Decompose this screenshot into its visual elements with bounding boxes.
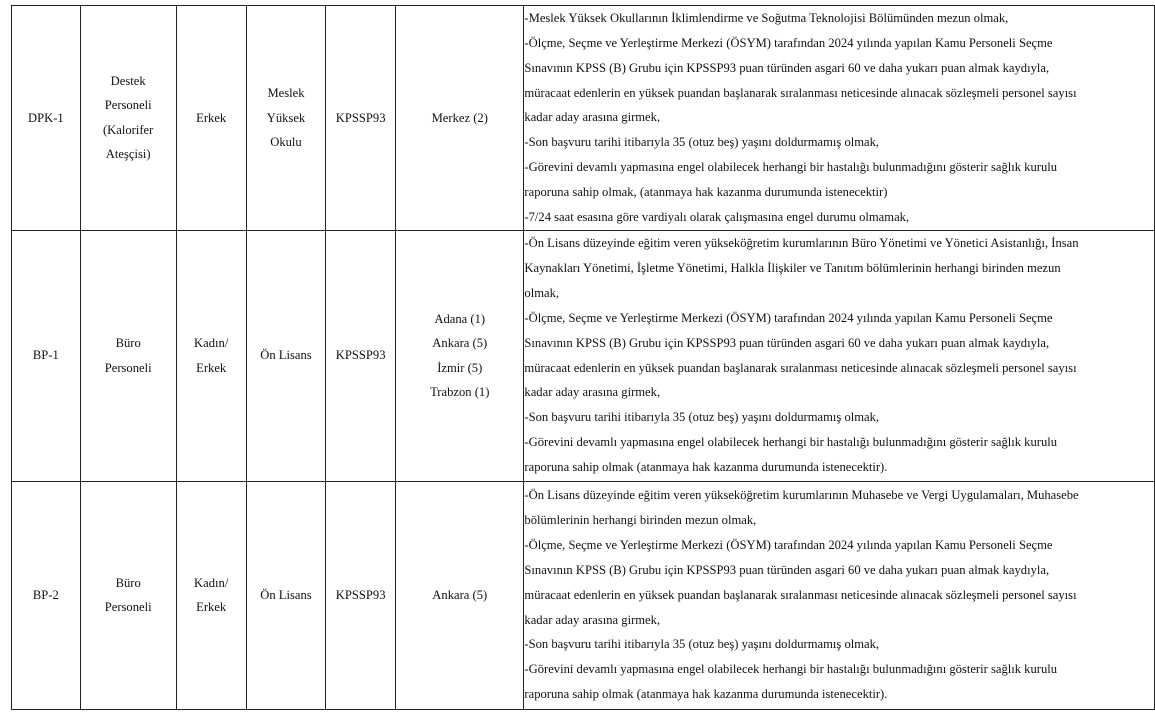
- gender-line: Erkek: [196, 360, 227, 375]
- gender-line: Erkek: [196, 600, 227, 615]
- requirement-line: olmak,: [524, 286, 560, 301]
- requirement-line: Sınavının KPSS (B) Grubu için KPSSP93 puan türünden asgari 60 ve daha yukarı puan almak kaydıyla,: [524, 562, 1050, 577]
- title-line: Personeli: [104, 600, 152, 615]
- score-type: KPSSP93: [326, 481, 396, 709]
- education-level: [246, 481, 326, 709]
- location-line: Adana (1): [434, 311, 486, 326]
- title-line: (Kalorifer: [102, 122, 154, 137]
- requirement-line: -Ölçme, Seçme ve Yerleştirme Merkezi (ÖSYM) tarafından 2024 yılında yapılan Kamu Personeli Seçme: [524, 310, 1053, 325]
- locations-cell: [396, 481, 524, 709]
- title-line: Büro: [115, 575, 141, 590]
- requirement-line: -Ön Lisans düzeyinde eğitim veren yükseköğretim kurumlarının Muhasebe ve Vergi Uygulamaları, Muhasebe: [524, 488, 1079, 503]
- requirement-line: kadar aday arasına girmek,: [524, 110, 661, 125]
- requirement-line: -Görevini devamlı yapmasına engel olabilecek herhangi bir hastalığı bulunmadığını gösterir sağlık kurulu: [524, 435, 1058, 450]
- requirement-line: müracaat edenlerin en yüksek puandan başlanarak sıralanması neticesinde alınacak sözleşmeli personel sayısı: [524, 85, 1077, 100]
- score-type: KPSSP93: [326, 230, 396, 481]
- gender-line: Kadın/: [194, 336, 229, 351]
- requirement-line: raporuna sahip olmak, (atanmaya hak kazanma durumunda istenecektir): [524, 184, 888, 199]
- requirements-cell: [524, 6, 1155, 231]
- position-code: BP-2: [12, 481, 81, 709]
- location-line: Ankara (5): [432, 587, 488, 602]
- requirement-line: -Son başvuru tarihi itibarıyla 35 (otuz beş) yaşını doldurmamış olmak,: [524, 410, 880, 425]
- position-title: [80, 230, 176, 481]
- requirement-line: -7/24 saat esasına göre vardiyalı olarak çalışmasına engel durumu olmamak,: [524, 209, 910, 224]
- title-line: Destek: [110, 73, 146, 88]
- location-line: Ankara (5): [432, 336, 488, 351]
- gender-cell: [176, 230, 246, 481]
- requirement-line: -Görevini devamlı yapmasına engel olabilecek herhangi bir hastalığı bulunmadığını gösterir sağlık kurulu: [524, 662, 1058, 677]
- requirement-line: raporuna sahip olmak (atanmaya hak kazanma durumunda istenecektir).: [524, 459, 888, 474]
- position-title: [80, 6, 176, 231]
- table-row: [12, 6, 1155, 231]
- requirement-line: müracaat edenlerin en yüksek puandan başlanarak sıralanması neticesinde alınacak sözleşmeli personel sayısı: [524, 587, 1077, 602]
- gender-cell: [176, 481, 246, 709]
- education-level: [246, 6, 326, 231]
- requirement-line: -Son başvuru tarihi itibarıyla 35 (otuz beş) yaşını doldurmamış olmak,: [524, 637, 880, 652]
- requirement-line: Sınavının KPSS (B) Grubu için KPSSP93 puan türünden asgari 60 ve daha yukarı puan almak kaydıyla,: [524, 60, 1050, 75]
- locations-cell: [396, 230, 524, 481]
- location-line: Merkez (2): [431, 110, 488, 125]
- requirement-line: bölümlerinin herhangi birinden mezun olmak,: [524, 513, 757, 528]
- table-row: [12, 481, 1155, 709]
- score-type: KPSSP93: [326, 6, 396, 231]
- requirement-line: -Ölçme, Seçme ve Yerleştirme Merkezi (ÖSYM) tarafından 2024 yılında yapılan Kamu Personeli Seçme: [524, 537, 1053, 552]
- table-row: [12, 230, 1155, 481]
- position-code: BP-1: [12, 230, 81, 481]
- locations-cell: [396, 6, 524, 231]
- requirement-line: Kaynakları Yönetimi, İşletme Yönetimi, Halkla İlişkiler ve Tanıtım bölümlerinin herhangi birinden mezun: [524, 261, 1061, 276]
- requirement-line: -Ölçme, Seçme ve Yerleştirme Merkezi (ÖSYM) tarafından 2024 yılında yapılan Kamu Personeli Seçme: [524, 35, 1053, 50]
- gender-line: Kadın/: [194, 575, 229, 590]
- requirements-cell: [524, 230, 1155, 481]
- location-line: İzmir (5): [437, 360, 483, 375]
- position-code: DPK-1: [12, 6, 81, 231]
- requirement-line: Sınavının KPSS (B) Grubu için KPSSP93 puan türünden asgari 60 ve daha yukarı puan almak kaydıyla,: [524, 335, 1050, 350]
- education-line: Meslek: [267, 86, 305, 101]
- education-line: Yüksek: [266, 110, 306, 125]
- title-line: Ateşçisi): [105, 147, 151, 162]
- requirement-line: raporuna sahip olmak (atanmaya hak kazanma durumunda istenecektir).: [524, 687, 888, 702]
- requirements-cell: [524, 481, 1155, 709]
- education-line: Ön Lisans: [260, 587, 312, 602]
- requirement-line: kadar aday arasına girmek,: [524, 385, 661, 400]
- requirement-line: -Ön Lisans düzeyinde eğitim veren yükseköğretim kurumlarının Büro Yönetimi ve Yönetici Asistanlığı, İnsan: [524, 236, 1079, 251]
- requirement-line: -Görevini devamlı yapmasına engel olabilecek herhangi bir hastalığı bulunmadığını gösterir sağlık kurulu: [524, 160, 1058, 175]
- title-line: Personeli: [104, 360, 152, 375]
- gender-line: Erkek: [196, 110, 227, 125]
- title-line: Personeli: [104, 98, 152, 113]
- requirement-line: kadar aday arasına girmek,: [524, 612, 661, 627]
- requirement-line: müracaat edenlerin en yüksek puandan başlanarak sıralanması neticesinde alınacak sözleşmeli personel sayısı: [524, 360, 1077, 375]
- education-line: Okulu: [270, 135, 302, 150]
- requirement-line: -Son başvuru tarihi itibarıyla 35 (otuz beş) yaşını doldurmamış olmak,: [524, 135, 880, 150]
- position-title: [80, 481, 176, 709]
- title-line: Büro: [115, 336, 141, 351]
- education-level: [246, 230, 326, 481]
- location-line: Trabzon (1): [430, 385, 490, 400]
- gender-cell: [176, 6, 246, 231]
- education-line: Ön Lisans: [260, 348, 312, 363]
- requirement-line: -Meslek Yüksek Okullarının İklimlendirme ve Soğutma Teknolojisi Bölümünden mezun olmak,: [524, 11, 1009, 25]
- positions-table: [11, 5, 1155, 710]
